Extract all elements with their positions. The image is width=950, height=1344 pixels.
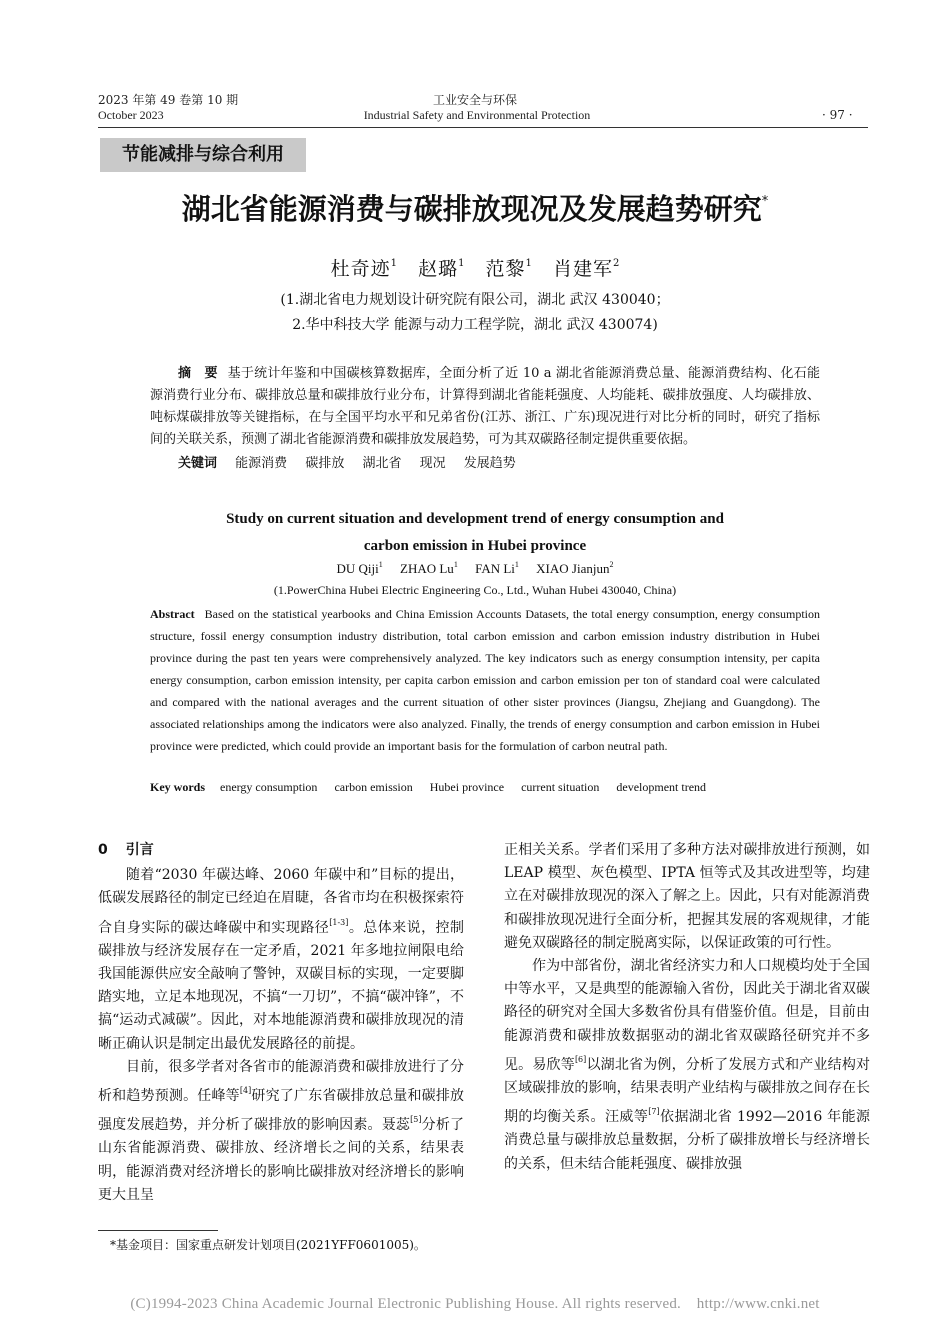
author-affiliation-mark: 1 bbox=[514, 560, 519, 569]
keywords-en bbox=[150, 780, 720, 795]
body-column-left bbox=[98, 839, 464, 1207]
authors-en bbox=[0, 560, 950, 577]
journal-en: Industrial Safety and Environmental Protection bbox=[363, 108, 591, 122]
author-name: 范黎 bbox=[485, 258, 526, 280]
paragraph-text: 以湖北省为例，分析了发展方式和产业结构对区域碳排放的影响，结果表明产业结构与碳排放之间存在长期的均衡关系。汪威等 bbox=[504, 1056, 871, 1126]
paper-title-cn bbox=[0, 187, 950, 228]
keyword-item-en: current situation bbox=[521, 780, 600, 794]
keywords-en-label: Key words bbox=[150, 780, 205, 794]
keyword-item: 碳排放 bbox=[305, 456, 345, 471]
journal-name bbox=[0, 93, 950, 123]
title-en-line1: Study on current situation and development trend of energy consumption and bbox=[226, 511, 724, 527]
copyright-notice: (C)1994-2023 China Academic Journal Electronic Publishing House. All rights reserved. http://www.cnki.net bbox=[130, 1296, 820, 1312]
journal-cn: 工业安全与环保 bbox=[432, 93, 517, 107]
issue-en: October 2023 bbox=[98, 108, 164, 122]
paragraph-text: 随着“2030 年碳达峰、2060 年碳中和”目标的提出，低碳发展路径的制定已经迫在眉睫，各省市均在积极探索符合自身实际的碳达峰碳中和实现路径 bbox=[98, 867, 464, 936]
body-column-right bbox=[504, 839, 870, 1176]
section-title: 引言 bbox=[125, 842, 154, 858]
keywords-cn bbox=[178, 452, 530, 471]
citation: [6] bbox=[574, 1054, 587, 1064]
paragraph-text: 研究了广东省碳排放总量和碳排放强度发展趋势，并分析了碳排放的影响因素。聂蕊 bbox=[98, 1088, 465, 1134]
footnote-rule bbox=[98, 1230, 218, 1231]
keyword-item: 发展趋势 bbox=[463, 456, 516, 471]
author-name: 肖建军 bbox=[552, 258, 613, 280]
author-affiliation-mark: 2 bbox=[612, 258, 620, 269]
keyword-item-en: development trend bbox=[616, 780, 707, 794]
paper-title-en bbox=[0, 506, 950, 560]
author-name-en: ZHAO Lu bbox=[400, 561, 454, 576]
author-affiliation-mark: 2 bbox=[609, 560, 614, 569]
issue-cn: 2023 年第 49 卷第 10 期 bbox=[98, 93, 239, 107]
section-heading bbox=[98, 839, 464, 862]
paragraph bbox=[504, 955, 870, 1176]
authors-cn bbox=[0, 254, 950, 281]
affiliation-cn-2: 2.华中科技大学 能源与动力工程学院，湖北 武汉 430074) bbox=[292, 317, 658, 333]
paragraph: 正相关关系。学者们采用了多种方法对碳排放进行预测，如 LEAP 模型、灰色模型、IPTA 恒等式及其改进型等，均建立在对碳排放现况的深入了解之上。因此，只有对能源消费和碳排放现况进行全面分析，把握其发展的客观规律，才能避免双碳路径的制定脱离实际，以保证政策的可行性。 bbox=[504, 842, 870, 951]
author-name-en: XIAO Jianjun bbox=[536, 561, 610, 576]
abstract-cn-label: 摘 要 bbox=[178, 366, 218, 381]
author-affiliation-mark: 1 bbox=[453, 560, 458, 569]
citation: [1-3] bbox=[329, 917, 349, 927]
paragraph bbox=[98, 864, 464, 1056]
author-name-en: DU Qiji bbox=[336, 561, 379, 576]
title-fund-mark: * bbox=[761, 194, 769, 209]
keyword-item: 现况 bbox=[419, 456, 446, 471]
page-number: · 97 · bbox=[822, 108, 853, 122]
keyword-item: 湖北省 bbox=[362, 456, 402, 471]
footnote-fund: *基金项目：国家重点研发计划项目(2021YFF0601005)。 bbox=[110, 1238, 426, 1252]
keyword-item-en: energy consumption bbox=[220, 780, 318, 794]
section-number: 0 bbox=[98, 842, 108, 858]
citation: [5] bbox=[410, 1115, 422, 1125]
paragraph bbox=[98, 1056, 464, 1207]
title-text: 湖北省能源消费与碳排放现况及发展趋势研究 bbox=[181, 192, 762, 226]
citation: [7] bbox=[648, 1107, 660, 1117]
affiliation-cn-1: (1.湖北省电力规划设计研究院有限公司，湖北 武汉 430040； bbox=[280, 292, 670, 308]
author-name-en: FAN Li bbox=[475, 561, 515, 576]
affiliation-en: (1.PowerChina Hubei Electric Engineering Co., Ltd., Wuhan Hubei 430040, China) bbox=[273, 583, 677, 597]
keywords-cn-label: 关键词 bbox=[178, 456, 218, 471]
paragraph-text: 依据湖北省 1992—2016 年能源消费总量与碳排放总量数据，分析了碳排放增长与经济增长的关系，但未结合能耗强度、碳排放强 bbox=[504, 1109, 870, 1172]
header-rule bbox=[98, 127, 868, 128]
keyword-item: 能源消费 bbox=[235, 456, 288, 471]
paragraph-text: 作为中部省份，湖北省经济实力和人口规模均处于全国中等水平，又是典型的能源输入省份，因此关于湖北省双碳路径的研究对全国大多数省份具有借鉴价值。但是，目前由能源消费和碳排放数据驱动的湖北省双碳路径研究并不多见。易欣等 bbox=[504, 958, 870, 1073]
paragraph-text: 分析了山东省能源消费、碳排放、经济增长之间的关系，结果表明，能源消费对经济增长的影响比碳排放对经济增长的影响更大且呈 bbox=[98, 1117, 465, 1203]
author-affiliation-mark: 1 bbox=[378, 560, 383, 569]
abstract-cn-text: 基于统计年鉴和中国碳核算数据库，全面分析了近 10 a 湖北省能源消费总量、能源消费结构、化石能源消费行业分布、碳排放总量和碳排放行业分布，计算得到湖北省能耗强度、人均能耗、碳排放强度、人均碳排放、吨标煤碳排放等关键指标，在与全国平均水平和兄弟省份(江苏、浙江、广东)现况进行对比分析的同时，研究了指标间的关联关系，预测了湖北省能源消费和碳排放发展趋势，可为其双碳路径制定提供重要依据。 bbox=[150, 366, 820, 447]
author-affiliation-mark: 1 bbox=[390, 258, 398, 269]
abstract-en-text: Based on the statistical yearbooks and China Emission Accounts Datasets, the total energy consumption, energy consumption structure, fossil energy consumption industry distribution, total carbon emission and carbon emission industry distribution in Hubei province during the past ten years were comprehensively analyzed. The key indicators such as energy consumption intensity, per capita energy consumption, carbon emission intensity, per capita carbon emission and carbon emission per ton of standard coal were calculated and compared with the national averages and the current situation of other sister provinces (Jiangsu, Zhejiang and Guangdong). The associated relationships among the indicators were also analyzed. Finally, the trends of energy consumption and carbon emission in Hubei province were predicted, which could provide an important basis for the formulation of carbon neutral path. bbox=[150, 607, 820, 753]
keyword-item-en: Hubei province bbox=[429, 780, 505, 794]
citation: [4] bbox=[239, 1086, 252, 1096]
paragraph-text: 。总体来说，控制碳排放与经济发展存在一定矛盾，2021 年多地拉闸限电给我国能源供应安全敲响了警钟，双碳目标的实现，一定要脚踏实地，立足本地现况，不搞“一刀切”，不搞“碳冲锋”，不搞“运动式减碳”。因此，对本地能源消费和碳排放现况的清晰正确认识是制定出最优发展路径的前提。 bbox=[98, 919, 464, 1052]
author-name: 杜奇迹 bbox=[330, 258, 391, 280]
author-name: 赵璐 bbox=[418, 258, 459, 280]
title-en-line2: carbon emission in Hubei province bbox=[363, 538, 587, 554]
section-tag: 节能减排与综合利用 bbox=[100, 138, 306, 172]
abstract-en-label: Abstract bbox=[150, 607, 195, 621]
author-affiliation-mark: 1 bbox=[525, 258, 532, 269]
author-affiliation-mark: 1 bbox=[458, 258, 465, 269]
abstract-en bbox=[150, 603, 820, 757]
keyword-item-en: carbon emission bbox=[334, 780, 413, 794]
abstract-cn bbox=[150, 363, 820, 451]
paragraph-text: 目前，很多学者对各省市的能源消费和碳排放进行了分析和趋势预测。任峰等 bbox=[98, 1058, 464, 1105]
